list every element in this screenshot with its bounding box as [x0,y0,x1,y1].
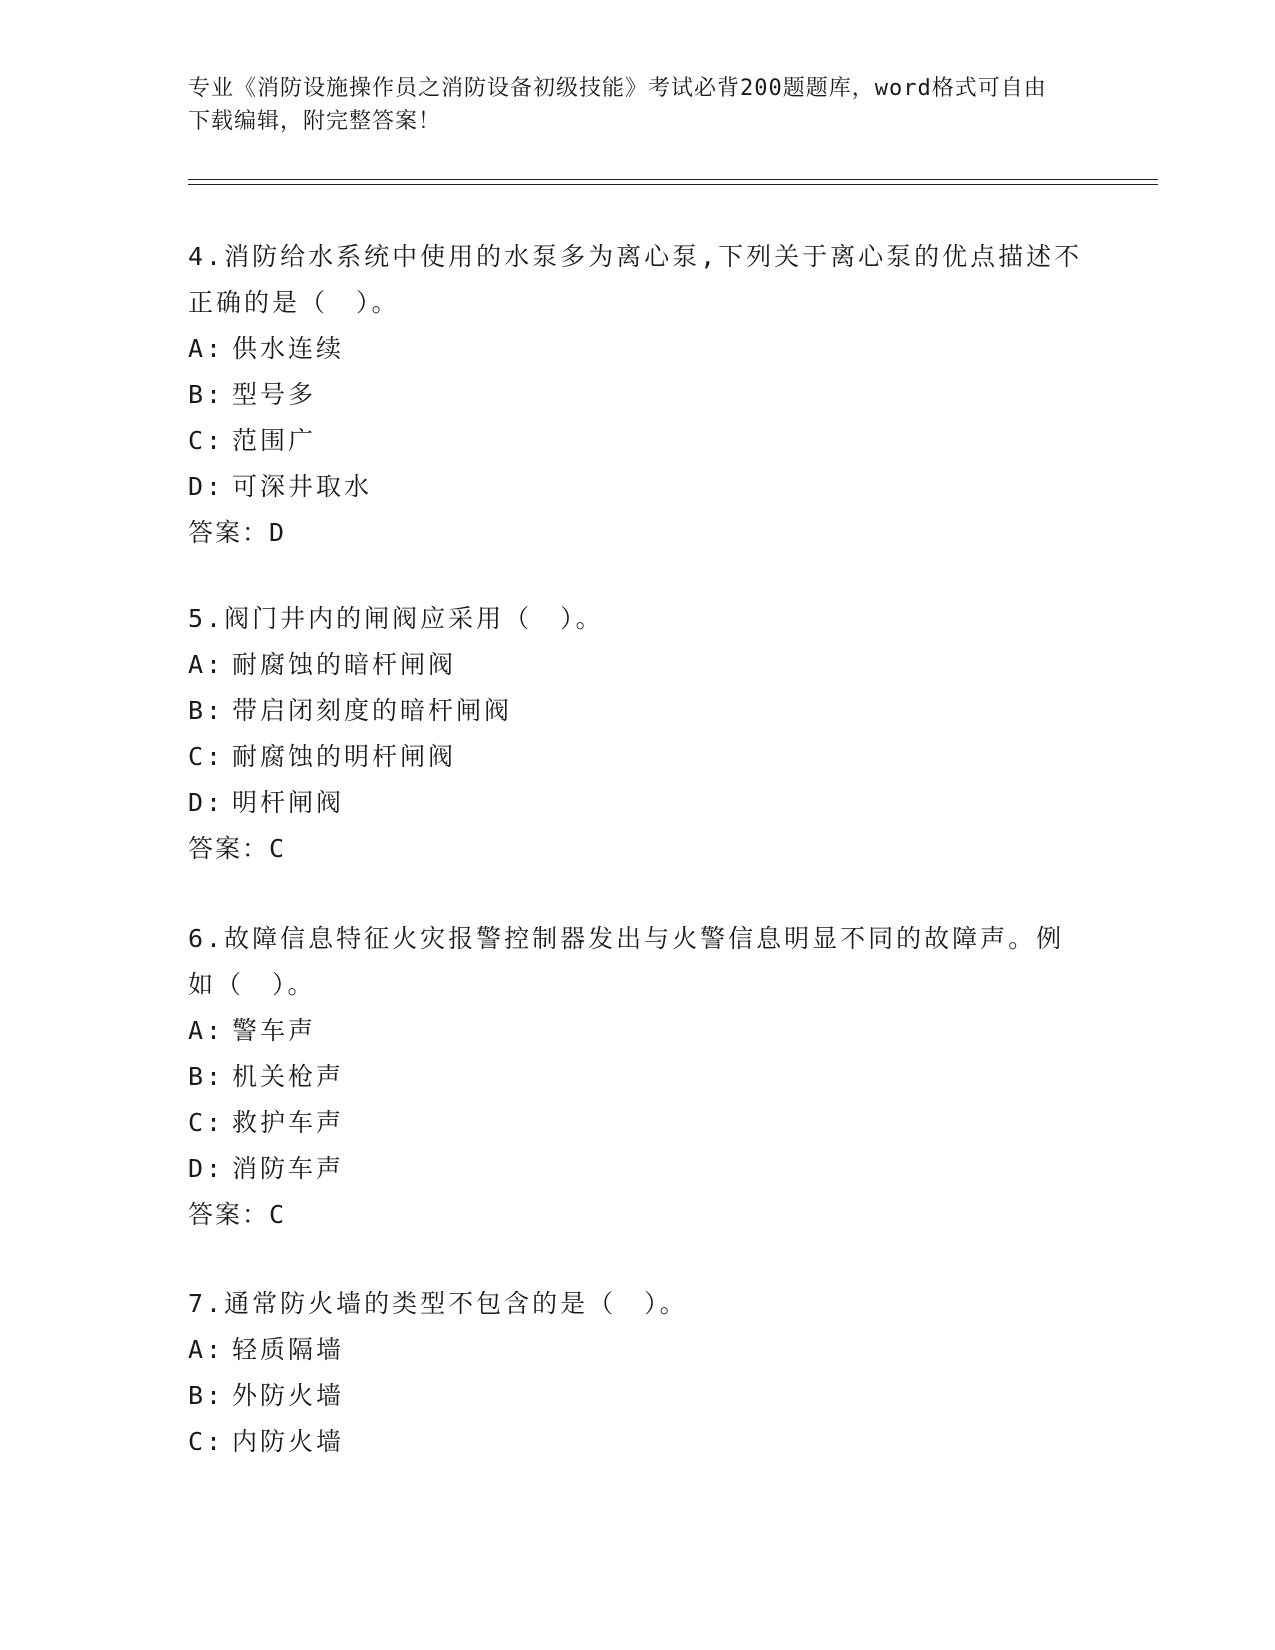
option-letter: D: [188,1154,225,1183]
question-stem: 7.通常防火墙的类型不包含的是（ ）。 [188,1289,688,1318]
option-b [188,372,1088,418]
option-letter: B: [188,380,225,409]
option-a [188,1327,1088,1373]
option-letter: C: [188,1108,225,1137]
option-text: 明杆闸阀 [232,788,345,817]
option-letter: C: [188,1427,225,1456]
option-letter: A: [188,1016,225,1045]
option-b [188,1373,1088,1419]
question-stem: 4.消防给水系统中使用的水泵多为离心泵,下列关于离心泵的优点描述不正确的是（ ）。 [188,242,1083,317]
answer: 答案：C [188,1200,287,1229]
option-a [188,642,1088,688]
option-c [188,1419,1088,1465]
option-letter: C: [188,426,225,455]
option-letter: A: [188,334,225,363]
header-divider-top [188,179,1158,180]
option-letter: C: [188,742,225,771]
option-text: 耐腐蚀的暗杆闸阀 [232,650,457,679]
question-7 [188,1281,1088,1465]
option-c [188,734,1088,780]
option-text: 型号多 [232,380,317,409]
option-c [188,1100,1088,1146]
option-letter: D: [188,472,225,501]
option-b [188,688,1088,734]
option-text: 外防火墙 [232,1381,345,1410]
option-c [188,418,1088,464]
question-6 [188,916,1088,1238]
option-text: 供水连续 [232,334,345,363]
option-letter: A: [188,650,225,679]
question-stem: 5.阀门井内的闸阀应采用（ ）。 [188,604,604,633]
option-d [188,464,1088,510]
answer: 答案：C [188,834,287,863]
question-stem: 6.故障信息特征火灾报警控制器发出与火警信息明显不同的故障声。例如（ ）。 [188,924,1065,999]
option-letter: B: [188,1062,225,1091]
option-text: 救护车声 [232,1108,345,1137]
option-letter: D: [188,788,225,817]
option-text: 机关枪声 [232,1062,345,1091]
option-text: 内防火墙 [232,1427,345,1456]
option-letter: A: [188,1335,225,1364]
option-letter: B: [188,1381,225,1410]
option-d [188,1146,1088,1192]
question-5 [188,596,1088,872]
option-text: 范围广 [232,426,317,455]
option-text: 轻质隔墙 [232,1335,345,1364]
option-letter: B: [188,696,225,725]
option-b [188,1054,1088,1100]
question-4 [188,234,1088,556]
option-a [188,326,1088,372]
header-divider-bottom [188,184,1158,185]
option-d [188,780,1088,826]
document-header: 专业《消防设施操作员之消防设备初级技能》考试必背200题题库，word格式可自由下载编辑，附完整答案！ [188,76,1047,134]
option-a [188,1008,1088,1054]
option-text: 消防车声 [232,1154,345,1183]
option-text: 耐腐蚀的明杆闸阀 [232,742,457,771]
option-text: 带启闭刻度的暗杆闸阀 [232,696,513,725]
option-text: 警车声 [232,1016,317,1045]
option-text: 可深井取水 [232,472,373,501]
answer: 答案：D [188,518,287,547]
